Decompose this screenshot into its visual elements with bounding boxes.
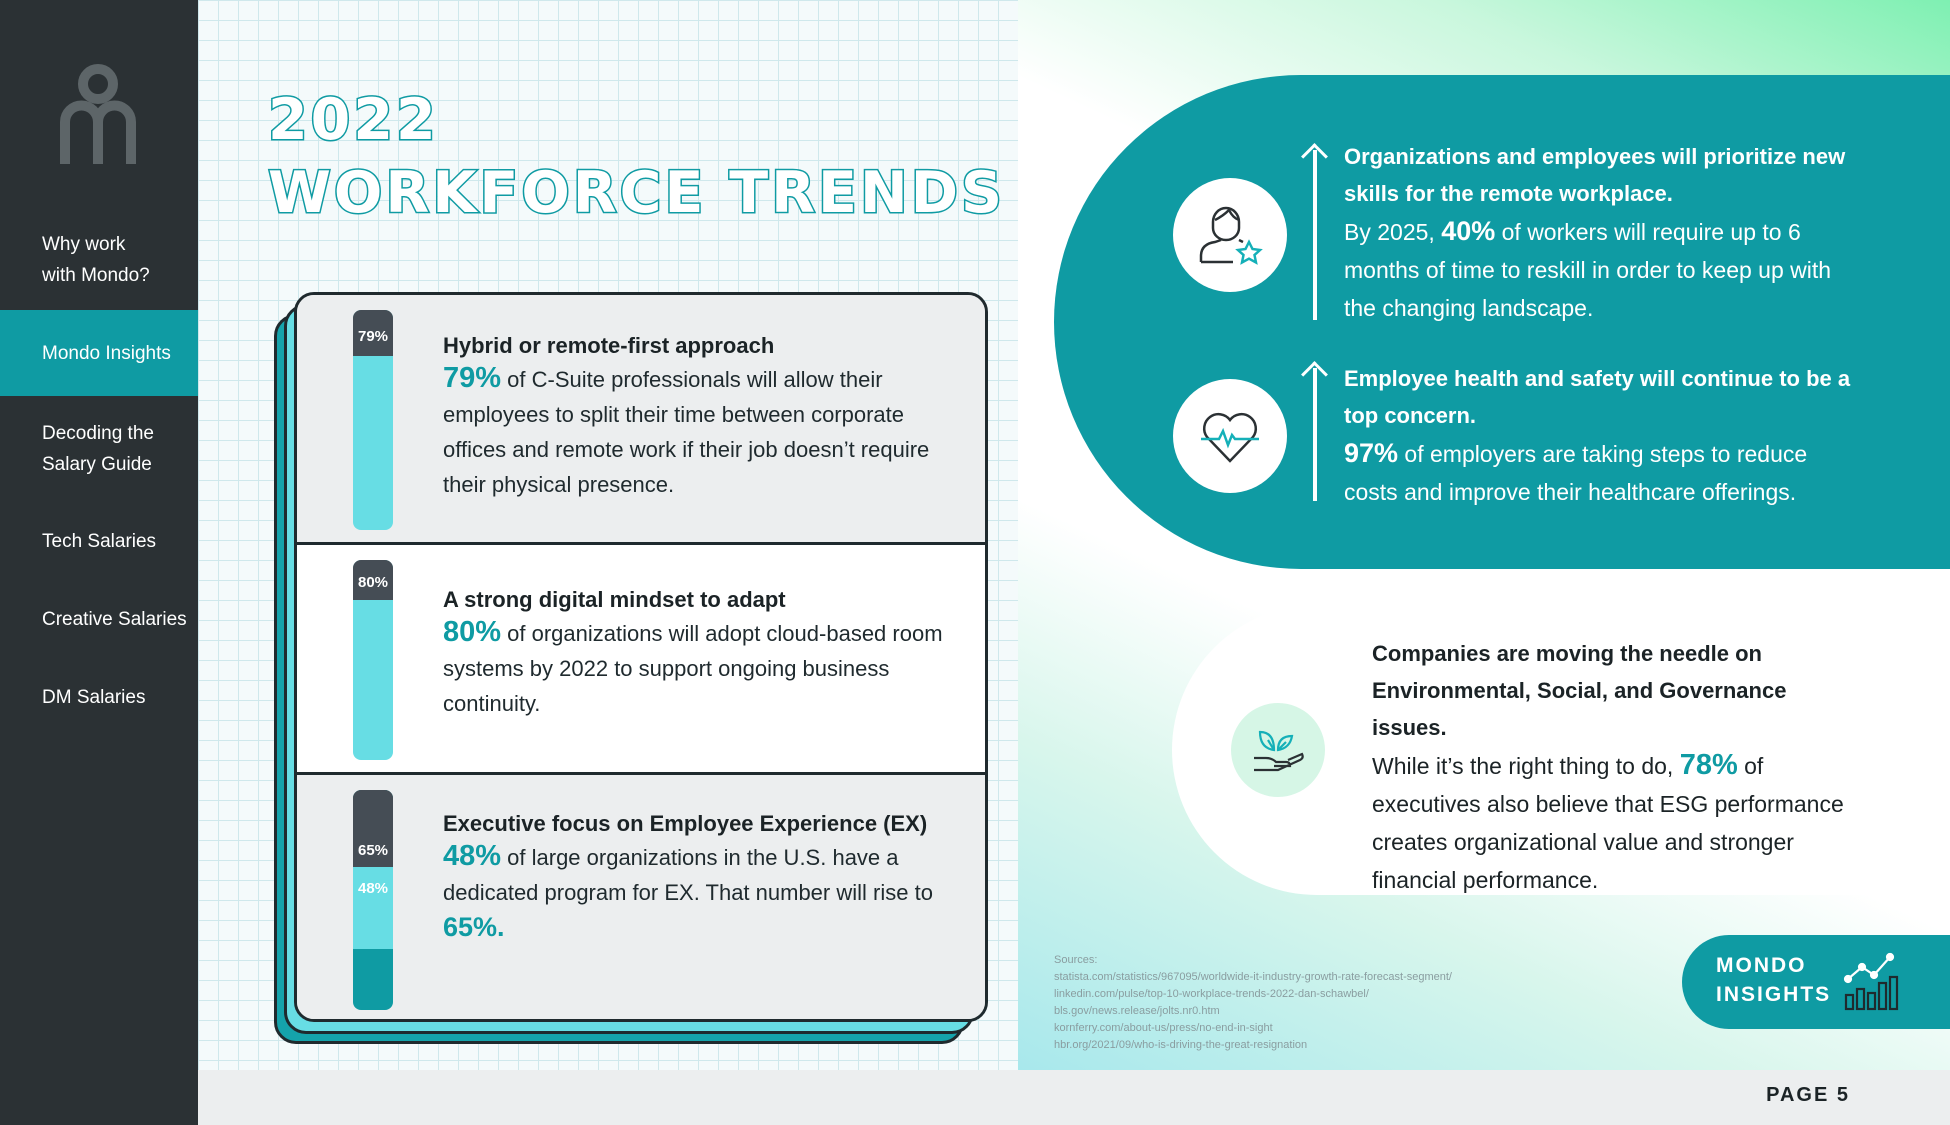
sidebar-item-label: Creative Salaries xyxy=(42,609,187,630)
highlight-body-post: of workers will require up to 6 months of time to reskill in order to keep up with the changing landscape. xyxy=(1344,219,1832,321)
mondo-insights-badge xyxy=(1682,935,1950,1029)
sidebar-item-label: Mondo Insights xyxy=(42,342,171,364)
trend-section xyxy=(297,295,985,545)
source-link[interactable]: hbr.org/2021/09/who-is-driving-the-great-resignation xyxy=(1054,1039,1308,1051)
sidebar-item-label: Salary Guide xyxy=(42,454,152,475)
highlight-body xyxy=(1372,746,1862,899)
page-title xyxy=(268,84,1005,230)
trend-title: Hybrid or remote-first approach xyxy=(443,333,775,358)
trend-stat-future: 65%. xyxy=(443,912,505,942)
highlight-item xyxy=(1344,360,1854,511)
highlight-body-post: of employers are taking steps to reduce costs and improve their healthcare offerings. xyxy=(1344,441,1808,505)
trend-body xyxy=(443,615,943,721)
sidebar-item-label: Decoding the xyxy=(42,423,154,444)
source-link[interactable]: statista.com/statistics/967095/worldwide-it-industry-growth-rate-forecast-segment/ xyxy=(1054,971,1452,983)
sources-heading: Sources: xyxy=(1054,954,1098,966)
trend-text xyxy=(443,331,943,502)
highlight-stat: 97% xyxy=(1344,438,1399,468)
highlight-item xyxy=(1344,138,1854,327)
highlight-body xyxy=(1344,434,1854,511)
highlight-body-pre: By 2025, xyxy=(1344,219,1442,245)
sidebar-item-label: with Mondo? xyxy=(42,265,150,286)
sidebar-item-why-work[interactable] xyxy=(0,229,198,291)
trend-bar xyxy=(353,790,393,1010)
badge-line: INSIGHTS xyxy=(1716,983,1832,1006)
trend-stat: 80% xyxy=(443,616,502,648)
trend-description: of C-Suite professionals will allow their employees to split their time between corporate offices and remote work if their job doesn’t require their physical presence. xyxy=(443,367,930,497)
growth-chart-icon xyxy=(1842,951,1904,1013)
sidebar-item-decoding-salary-guide[interactable] xyxy=(0,418,198,480)
highlight-stat: 78% xyxy=(1679,749,1738,781)
sidebar-item-label: Why work xyxy=(42,234,126,255)
trend-description: of large organizations in the U.S. have a dedicated program for EX. That number will rise to xyxy=(443,845,933,905)
highlight-body xyxy=(1344,212,1854,327)
sidebar xyxy=(0,0,198,1125)
sidebar-item-label: DM Salaries xyxy=(42,687,146,708)
source-link[interactable]: linkedin.com/pulse/top-10-workplace-trends-2022-dan-schawbel/ xyxy=(1054,988,1369,1000)
trend-title: A strong digital mindset to adapt xyxy=(443,587,786,612)
source-link[interactable]: kornferry.com/about-us/press/no-end-in-sight xyxy=(1054,1022,1273,1034)
arrow-up-icon xyxy=(1313,150,1317,320)
trend-title: Executive focus on Employee Experience (EX) xyxy=(443,811,928,836)
page-number: PAGE 5 xyxy=(1766,1084,1850,1106)
person-star-icon xyxy=(1173,178,1287,292)
sidebar-item-dm-salaries[interactable] xyxy=(0,682,198,713)
trend-text xyxy=(443,585,943,721)
sidebar-item-creative-salaries[interactable] xyxy=(0,604,198,635)
trend-text xyxy=(443,809,943,946)
trend-description: of organizations will adopt cloud-based room systems by 2022 to support ongoing business continuity. xyxy=(443,621,943,716)
trend-body xyxy=(443,361,943,502)
arrow-up-icon xyxy=(1313,368,1317,501)
trend-stat: 79% xyxy=(443,362,502,394)
badge-line: MONDO xyxy=(1716,954,1807,977)
mondo-logo-icon xyxy=(60,64,136,166)
highlight-stat: 40% xyxy=(1441,216,1496,246)
highlight-item-esg xyxy=(1372,635,1862,899)
trend-bar-label-future: 65% xyxy=(357,842,389,859)
trend-bar xyxy=(353,310,393,530)
sidebar-item-label: Tech Salaries xyxy=(42,531,157,552)
trends-card xyxy=(294,292,988,1022)
sources xyxy=(1054,952,1452,1054)
source-link[interactable]: bls.gov/news.release/jolts.nr0.htm xyxy=(1054,1005,1220,1017)
page-title-year: 2022 xyxy=(268,87,439,153)
trend-stat: 48% xyxy=(443,840,502,872)
trend-bar xyxy=(353,560,393,760)
heart-pulse-icon xyxy=(1173,379,1287,493)
trend-body xyxy=(443,839,943,946)
trend-section xyxy=(297,545,985,775)
hand-leaf-icon xyxy=(1231,703,1325,797)
trend-bar-label: 79% xyxy=(357,328,389,345)
footer xyxy=(198,1070,1950,1125)
trend-section xyxy=(297,775,985,1022)
sidebar-item-tech-salaries[interactable] xyxy=(0,526,198,557)
highlight-heading: Employee health and safety will continue to be a top concern. xyxy=(1344,366,1851,428)
highlight-body-post: of executives also believe that ESG performance creates organizational value and stronger financial performance. xyxy=(1372,753,1844,893)
sidebar-item-mondo-insights[interactable] xyxy=(0,310,198,396)
highlight-heading: Companies are moving the needle on Environmental, Social, and Governance issues. xyxy=(1372,641,1787,740)
badge-text xyxy=(1716,951,1831,1009)
trend-bar-label: 80% xyxy=(357,574,389,591)
highlight-body-pre: While it’s the right thing to do, xyxy=(1372,753,1680,779)
trend-bar-label-current: 48% xyxy=(357,880,389,897)
highlight-heading: Organizations and employees will prioritize new skills for the remote workplace. xyxy=(1344,144,1846,206)
page-title-text: WORKFORCE TRENDS xyxy=(268,160,1006,226)
